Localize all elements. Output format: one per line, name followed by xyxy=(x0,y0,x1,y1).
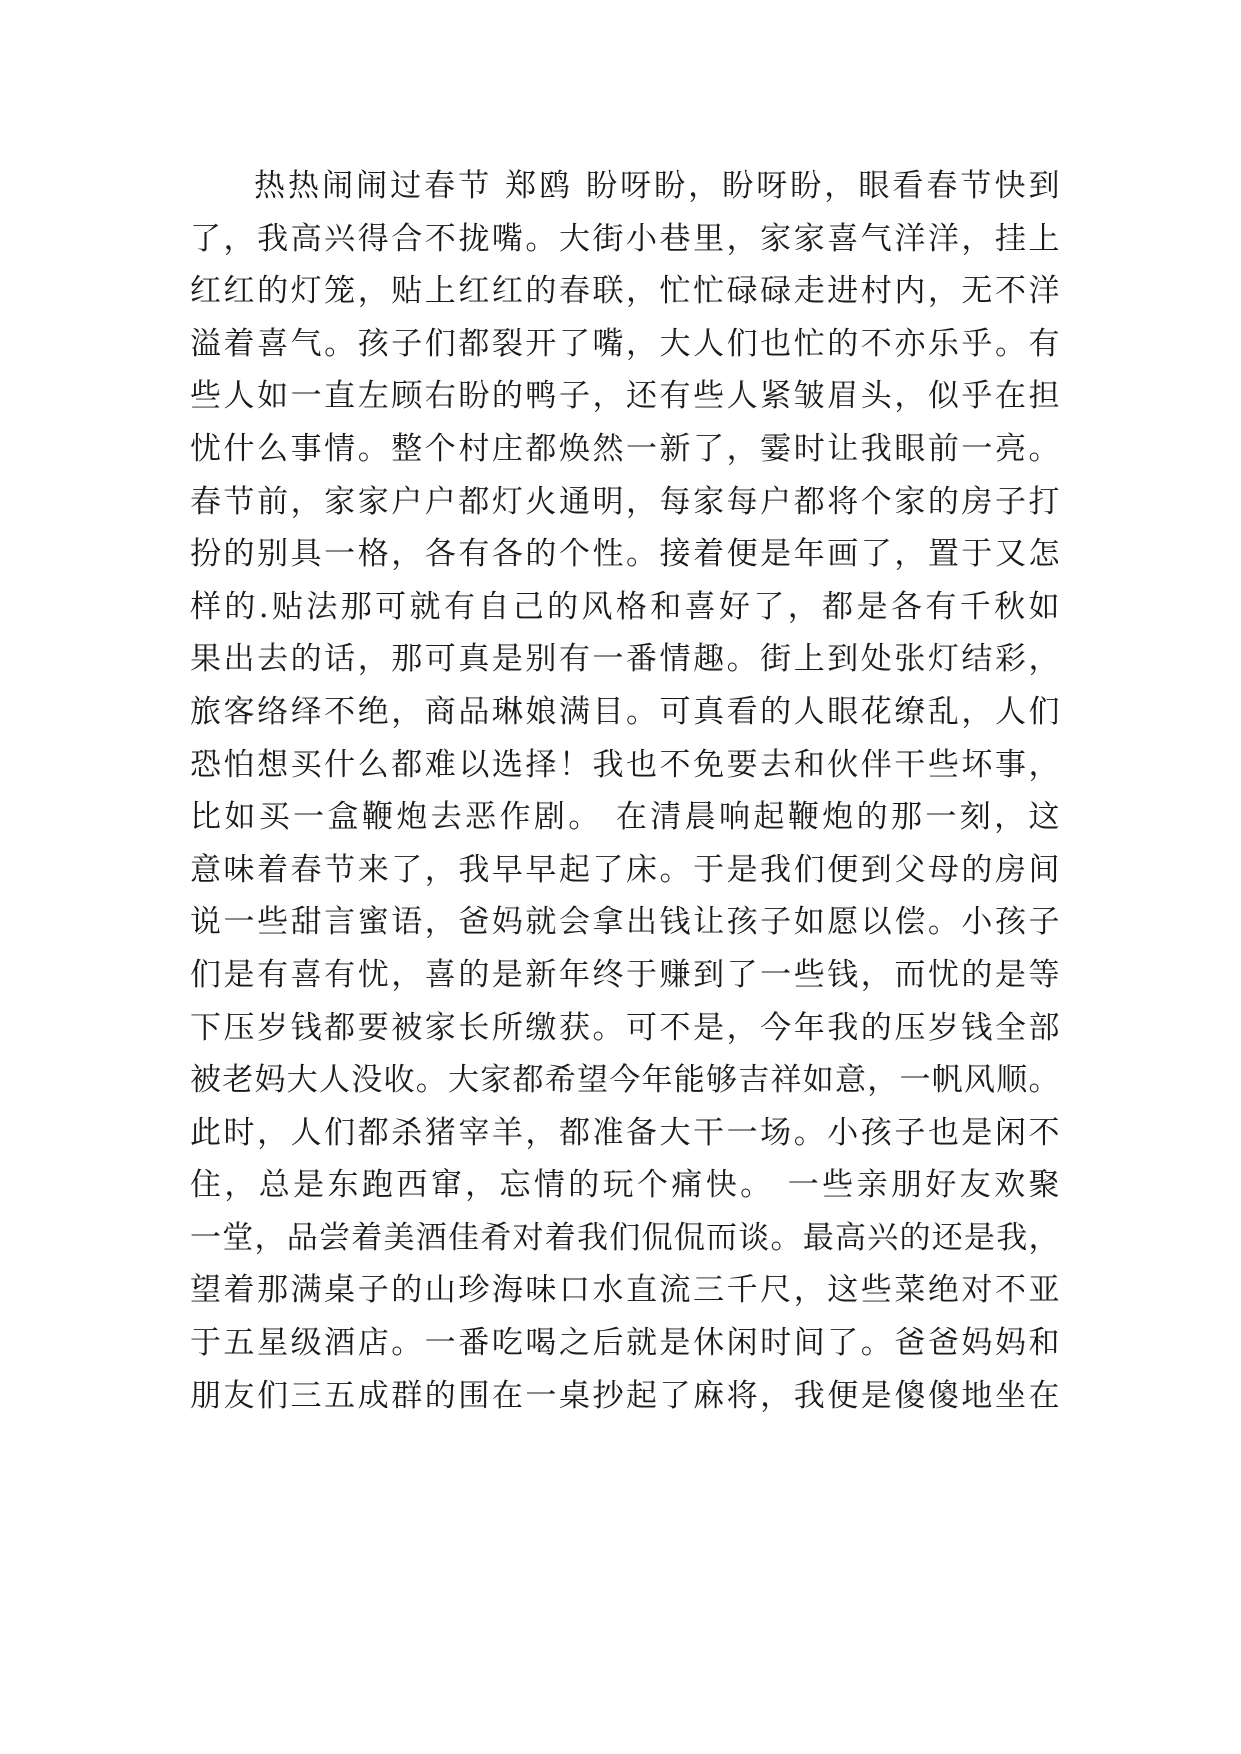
text-line: 果出去的话，那可真是别有一番情趣。街上到处张灯结彩， xyxy=(190,641,1060,678)
text-line: 热热闹闹过春节 郑鸥 盼呀盼，盼呀盼，眼看春节快到 xyxy=(254,168,1060,204)
text-line: 此时，人们都杀猪宰羊，都准备大干一场。小孩子也是闲不 xyxy=(190,1114,1060,1151)
text-line: 了，我高兴得合不拢嘴。大街小巷里，家家喜气洋洋，挂上 xyxy=(190,220,1060,257)
text-line: 一堂，品尝着美酒佳肴对着我们侃侃而谈。最高兴的还是我， xyxy=(190,1219,1060,1256)
text-line: 样的.贴法那可就有自己的风格和喜好了，都是各有千秋如 xyxy=(190,588,1060,625)
text-line: 们是有喜有忧，喜的是新年终于赚到了一些钱，而忧的是等 xyxy=(190,956,1060,993)
text-line: 忧什么事情。整个村庄都焕然一新了，霎时让我眼前一亮。 xyxy=(190,430,1060,467)
text-line: 些人如一直左顾右盼的鸭子，还有些人紧皱眉头，似乎在担 xyxy=(190,378,1060,415)
text-line: 溢着喜气。孩子们都裂开了嘴，大人们也忙的不亦乐乎。有 xyxy=(190,325,1060,362)
text-line: 说一些甜言蜜语，爸妈就会拿出钱让孩子如愿以偿。小孩子 xyxy=(190,904,1060,941)
text-line: 红红的灯笼，贴上红红的春联，忙忙碌碌走进村内，无不洋 xyxy=(190,273,1060,310)
text-line: 下压岁钱都要被家长所缴获。可不是，今年我的压岁钱全部 xyxy=(190,1009,1060,1046)
text-line: 望着那满桌子的山珍海味口水直流三千尺，这些菜绝对不亚 xyxy=(190,1272,1060,1309)
text-line: 恐怕想买什么都难以选择！我也不免要去和伙伴干些坏事， xyxy=(190,746,1060,783)
text-line: 比如买一盒鞭炮去恶作剧。 在清晨响起鞭炮的那一刻，这 xyxy=(190,799,1060,836)
text-line: 意味着春节来了，我早早起了床。于是我们便到父母的房间 xyxy=(190,851,1060,888)
text-line: 春节前，家家户户都灯火通明，每家每户都将个家的房子打 xyxy=(190,483,1060,520)
text-line: 旅客络绎不绝，商品琳娘满目。可真看的人眼花缭乱，人们 xyxy=(190,693,1060,730)
text-line: 住，总是东跑西窜，忘情的玩个痛快。 一些亲朋好友欢聚 xyxy=(190,1167,1060,1204)
text-line: 被老妈大人没收。大家都希望今年能够吉祥如意，一帆风顺。 xyxy=(190,1062,1060,1099)
text-line: 朋友们三五成群的围在一桌抄起了麻将，我便是傻傻地坐在 xyxy=(190,1377,1060,1414)
text-line: 扮的别具一格，各有各的个性。接着便是年画了，置于又怎 xyxy=(190,536,1060,573)
essay-body xyxy=(190,160,1060,1422)
text-line: 于五星级酒店。一番吃喝之后就是休闲时间了。爸爸妈妈和 xyxy=(190,1325,1060,1362)
